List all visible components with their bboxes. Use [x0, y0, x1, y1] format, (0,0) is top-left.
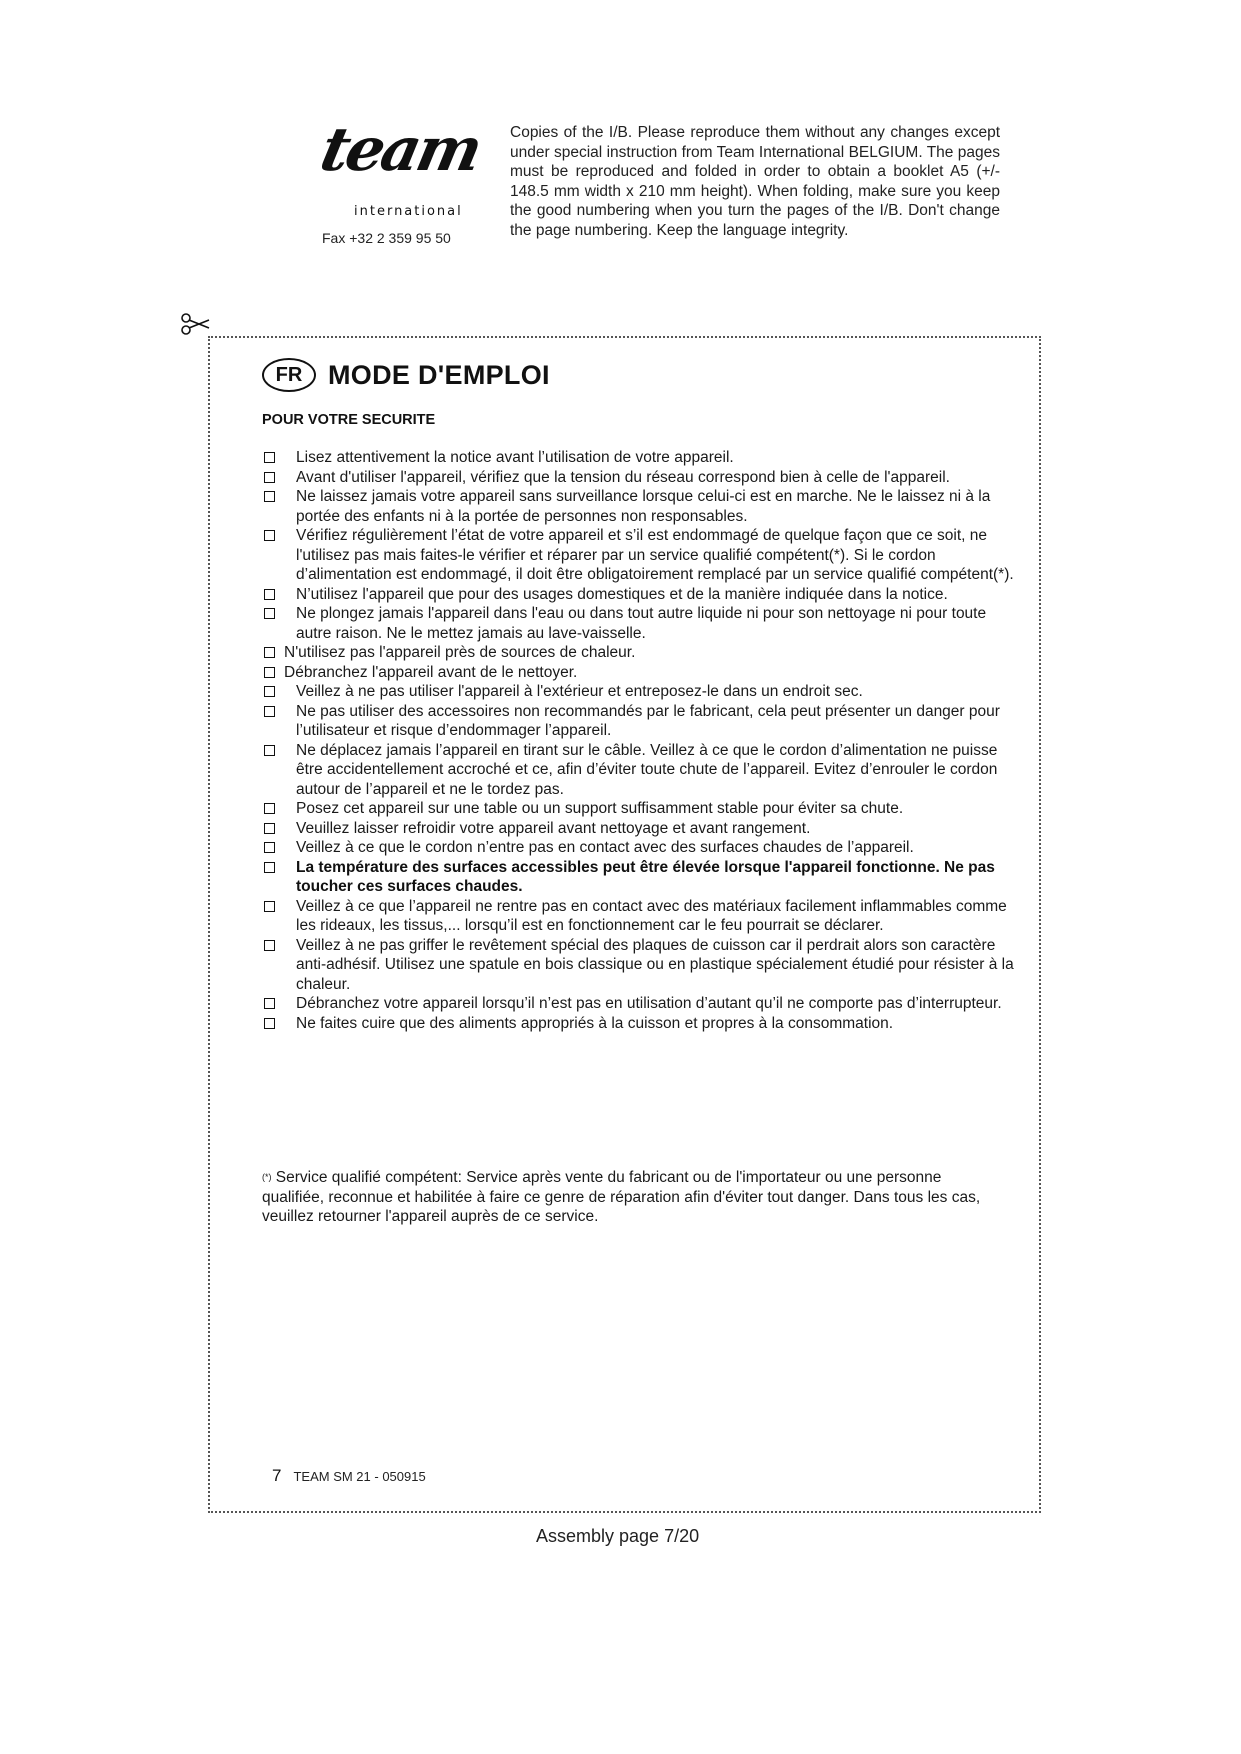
- safety-rule: [262, 1014, 1022, 1034]
- checkbox-icon: [264, 530, 275, 541]
- safety-rule: [262, 526, 1022, 585]
- checkbox-icon: [264, 862, 275, 873]
- safety-rule: [262, 682, 1022, 702]
- safety-rule: [262, 994, 1022, 1014]
- checkbox-icon: [264, 452, 275, 463]
- safety-rule-text: N'utilisez pas l'appareil près de sources de chaleur.: [284, 644, 636, 661]
- safety-rule-text: Posez cet appareil sur une table ou un support suffisamment stable pour éviter sa chute.: [296, 800, 904, 817]
- safety-rule: [262, 936, 1022, 995]
- safety-rule-text: Ne faites cuire que des aliments appropriés à la cuisson et propres à la consommation.: [296, 1014, 894, 1032]
- safety-rule-text: Ne plongez jamais l'appareil dans l'eau ou dans tout autre liquide ni pour son nettoyage ni pour toute autre raison. Ne le mettez jamais au lave-vaisselle.: [296, 605, 987, 642]
- checkbox-icon: [264, 589, 275, 600]
- booklet-footer: [272, 1466, 426, 1486]
- safety-rule: [262, 702, 1022, 741]
- copies-instructions: Copies of the I/B. Please reproduce them without any changes except under special instruction from Team International BELGIUM. The pages must be reproduced and folded in order to obtain a booklet A5 (+/- 148.5 mm width x 210 mm height). When folding, make sure you keep the good numbering when you turn the pages of the I/B. Don't change the page numbering. Keep the language integrity.: [510, 124, 1000, 239]
- safety-rule: [262, 838, 1022, 858]
- safety-rule: [262, 643, 1022, 663]
- checkbox-icon: [264, 745, 275, 756]
- safety-rule-text: Débranchez votre appareil lorsqu’il n’est pas en utilisation d’autant qu’il ne comporte pas d’interrupteur.: [296, 995, 1002, 1012]
- checkbox-icon: [264, 823, 275, 834]
- scissors-icon: [180, 312, 210, 336]
- safety-rule: [262, 819, 1022, 839]
- checkbox-icon: [264, 472, 275, 483]
- safety-rule-text: Ne déplacez jamais l’appareil en tirant sur le câble. Veillez à ce que le cordon d’alimentation ne puisse être accidentellement accroché et ce, afin d’éviter toute chute de l’appareil. Evitez d’enrouler le cordon autour de l’appareil et ne le tordez pas.: [296, 741, 998, 798]
- safety-rule-text: Ne laissez jamais votre appareil sans surveillance lorsque celui-ci est en marche. Ne le laissez ni à la portée des enfants ni à la portée de personnes non responsables.: [296, 488, 991, 525]
- checkbox-icon: [264, 647, 275, 658]
- footnote-text: Service qualifié compétent: Service après vente du fabricant ou de l'importateur ou une personne qualifiée, reconnue et habilitée à faire ce genre de réparation afin d'éviter tout danger. Dans tous les cas, veuillez retourner l'appareil auprès de ce service.: [262, 1169, 981, 1225]
- safety-rule: [262, 487, 1022, 526]
- logo-subtitle: international: [354, 204, 463, 219]
- language-badge: FR: [262, 358, 316, 392]
- safety-rule-text: Avant d'utiliser l'appareil, vérifiez que la tension du réseau correspond bien à celle de l'appareil.: [296, 468, 950, 486]
- safety-rule: [262, 897, 1022, 936]
- checkbox-icon: [264, 998, 275, 1009]
- checkbox-icon: [264, 940, 275, 951]
- safety-rule-text: Veillez à ce que le cordon n’entre pas en contact avec des surfaces chaudes de l’appareil.: [296, 839, 914, 856]
- safety-rule-text: Débranchez l'appareil avant de le nettoyer.: [284, 663, 578, 681]
- section-title: POUR VOTRE SECURITE: [262, 412, 436, 428]
- checkbox-icon: [264, 901, 275, 912]
- safety-rule-text: Veillez à ce que l’appareil ne rentre pas en contact avec des matériaux facilement inflammables comme les rideaux, les tissus,... lorsqu’il est en fonctionnement car le feu pourrait se déclarer.: [296, 897, 1007, 934]
- booklet-page: [208, 336, 1041, 1513]
- service-footnote: [262, 1168, 982, 1227]
- checkbox-icon: [264, 803, 275, 814]
- safety-rule-text: Veillez à ne pas griffer le revêtement spécial des plaques de cuisson car il perdrait alors son caractère anti-adhésif. Utilisez une spatule en bois classique ou en plastique spécialement étudié pour résister à la chaleur.: [296, 936, 1014, 993]
- safety-rule-text: Veuillez laisser refroidir votre appareil avant nettoyage et avant rangement.: [296, 819, 811, 837]
- fax-number: Fax +32 2 359 95 50: [322, 230, 451, 246]
- manual-title: MODE D'EMPLOI: [328, 359, 550, 390]
- safety-rule: [262, 663, 1022, 683]
- manual-heading: [262, 358, 550, 392]
- checkbox-icon: [264, 1018, 275, 1029]
- safety-rule: [262, 585, 1022, 605]
- checkbox-icon: [264, 667, 275, 678]
- safety-rule-text: Lisez attentivement la notice avant l’utilisation de votre appareil.: [296, 449, 734, 466]
- checkbox-icon: [264, 706, 275, 717]
- safety-rule-text: La température des surfaces accessibles peut être élevée lorsque l'appareil fonctionne. Ne pas toucher ces surfaces chaudes.: [296, 858, 995, 895]
- safety-rule: [262, 468, 1022, 488]
- team-logo: [314, 115, 486, 228]
- safety-rule-text: Ne pas utiliser des accessoires non recommandés par le fabricant, cela peut présenter un danger pour l’utilisateur et risque d’endommager l’appareil.: [296, 702, 1000, 739]
- safety-rules-list: [262, 448, 1022, 1033]
- checkbox-icon: [264, 686, 275, 697]
- page-number: 7: [272, 1466, 282, 1485]
- checkbox-icon: [264, 842, 275, 853]
- safety-rule-text: N’utilisez l'appareil que pour des usages domestiques et de la manière indiquée dans la notice.: [296, 585, 948, 603]
- assembly-page-label: Assembly page 7/20: [536, 1526, 700, 1546]
- safety-rule-text: Vérifiez régulièrement l’état de votre appareil et s’il est endommagé de quelque façon que ce soit, ne l'utilisez pas mais faites-le vérifier et réparer par un service qualifié compétent(*). Si le cordon d’alimentation est endommagé, il doit être obligatoirement remplacé par un service qualifié compétent(*).: [296, 527, 1014, 583]
- safety-rule: [262, 448, 1022, 468]
- model-reference: TEAM SM 21 - 050915: [293, 1469, 426, 1484]
- logo-wordmark: team: [314, 115, 486, 185]
- safety-rule: [262, 799, 1022, 819]
- checkbox-icon: [264, 608, 275, 619]
- safety-rule: [262, 741, 1022, 800]
- safety-rule-warning: [262, 858, 1022, 897]
- checkbox-icon: [264, 491, 275, 502]
- safety-rule: [262, 604, 1022, 643]
- footnote-mark: (*): [262, 1172, 272, 1182]
- safety-rule-text: Veillez à ne pas utiliser l'appareil à l'extérieur et entreposez-le dans un endroit sec.: [296, 683, 863, 700]
